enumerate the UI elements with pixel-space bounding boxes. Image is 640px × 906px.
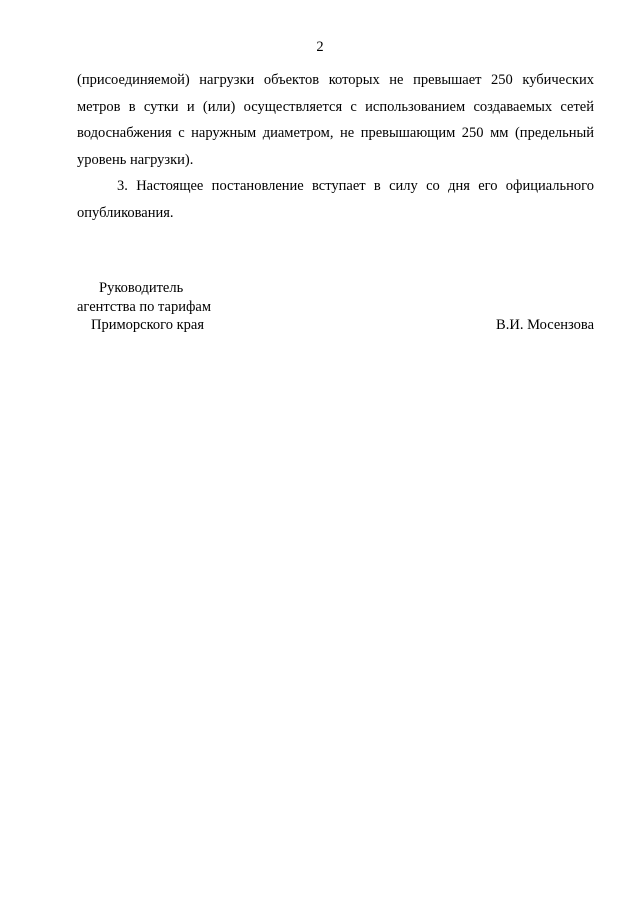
- document-body: [77, 67, 594, 226]
- text-line: метров в сутки и (или) осуществляется с использованием создаваемых сетей: [77, 98, 594, 115]
- text-line: 3. Настоящее постановление вступает в силу со дня его официального: [117, 178, 594, 194]
- text-line: уровень нагрузки).: [77, 151, 194, 168]
- signer-name: В.И. Мосензова: [496, 317, 594, 333]
- text-line: опубликования.: [77, 204, 174, 221]
- text-line: водоснабжения с наружным диаметром, не превышающим 250 мм (предельный: [77, 125, 594, 141]
- paragraph-continuation: [77, 67, 594, 173]
- signature-block: [77, 279, 594, 335]
- paragraph-item-3: [77, 173, 594, 226]
- signer-position-line: Руководитель: [99, 280, 184, 296]
- signer-position-line: агентства по тарифам: [77, 298, 211, 315]
- page-number: 2: [316, 39, 324, 55]
- signer-position-line: Приморского края: [91, 317, 205, 333]
- text-line: (присоединяемой) нагрузки объектов которых не превышает 250 кубических: [77, 72, 594, 88]
